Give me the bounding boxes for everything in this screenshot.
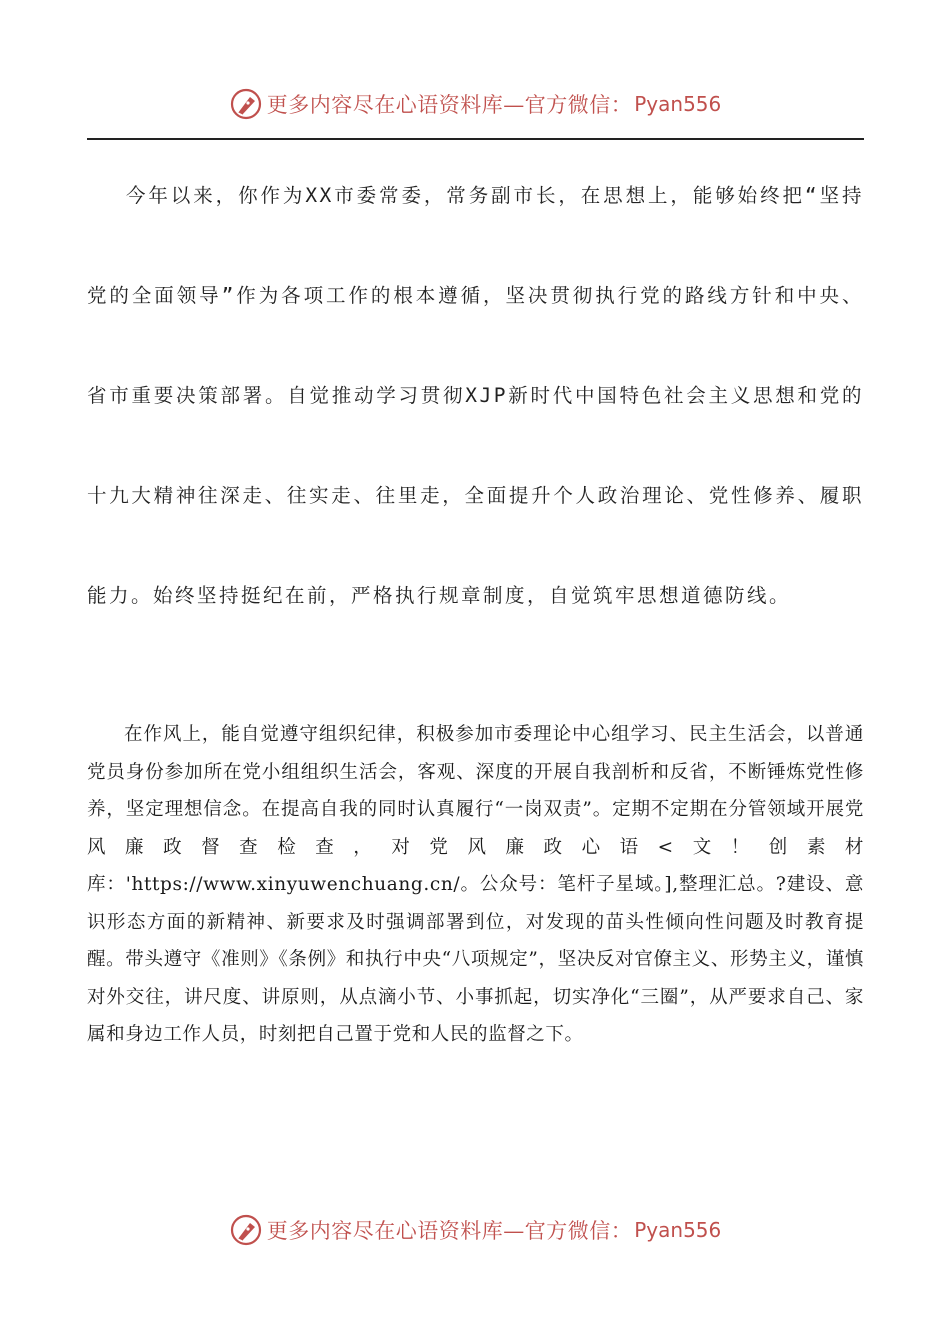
footer-banner: [0, 1208, 950, 1252]
body-paragraph-1: 今年以来，你作为XX市委常委，常务副市长，在思想上，能够始终把“坚持党的全面领导”作为各项工作的根本遵循，坚决贯彻执行党的路线方针和中央、省市重要决策部署。自觉推动学习贯彻XJP新时代中国特色社会主义思想和党的十九大精神往深走、往实走、往里走，全面提升个人政治理论、党性修养、履职能力。始终坚持挺纪在前，严格执行规章制度，自觉筑牢思想道德防线。: [87, 184, 864, 607]
body-paragraph-2: 在作风上，能自觉遵守组织纪律，积极参加市委理论中心组学习、民主生活会，以普通党员身份参加所在党小组组织生活会，客观、深度的开展自我剖析和反省，不断锤炼党性修养，坚定理想信念。在提高自我的同时认真履行“一岗双责”。定期不定期在分管领域开展党风廉政督查检查，对党风廉政心语<文！创素材库：'https://www.xinyuwenchuang.cn/。公众号：笔杆子星域。],整理汇总。?建设、意识形态方面的新精神、新要求及时强调部署到位，对发现的苗头性倾向性问题及时教育提醒。带头遵守《准则》《条例》和执行中央“八项规定”，坚决反对官僚主义、形势主义，谨慎对外交往，讲尺度、讲原则，从点滴小节、小事抓起，切实净化“三圈”，从严要求自己、家属和身边工作人员，时刻把自己置于党和人民的监督之下。: [87, 724, 864, 1045]
banner-wechat-id: Pyan556: [634, 92, 722, 116]
header-divider: [87, 138, 864, 140]
banner-slogan: 更多内容尽在心语资料库—官方微信：: [266, 1219, 633, 1243]
pen-nib-logo-icon: [229, 87, 263, 121]
header-banner: [0, 82, 950, 126]
banner-wechat-id: Pyan556: [634, 1218, 722, 1242]
pen-nib-logo-icon: [229, 1213, 263, 1247]
banner-slogan: 更多内容尽在心语资料库—官方微信：: [266, 93, 633, 117]
